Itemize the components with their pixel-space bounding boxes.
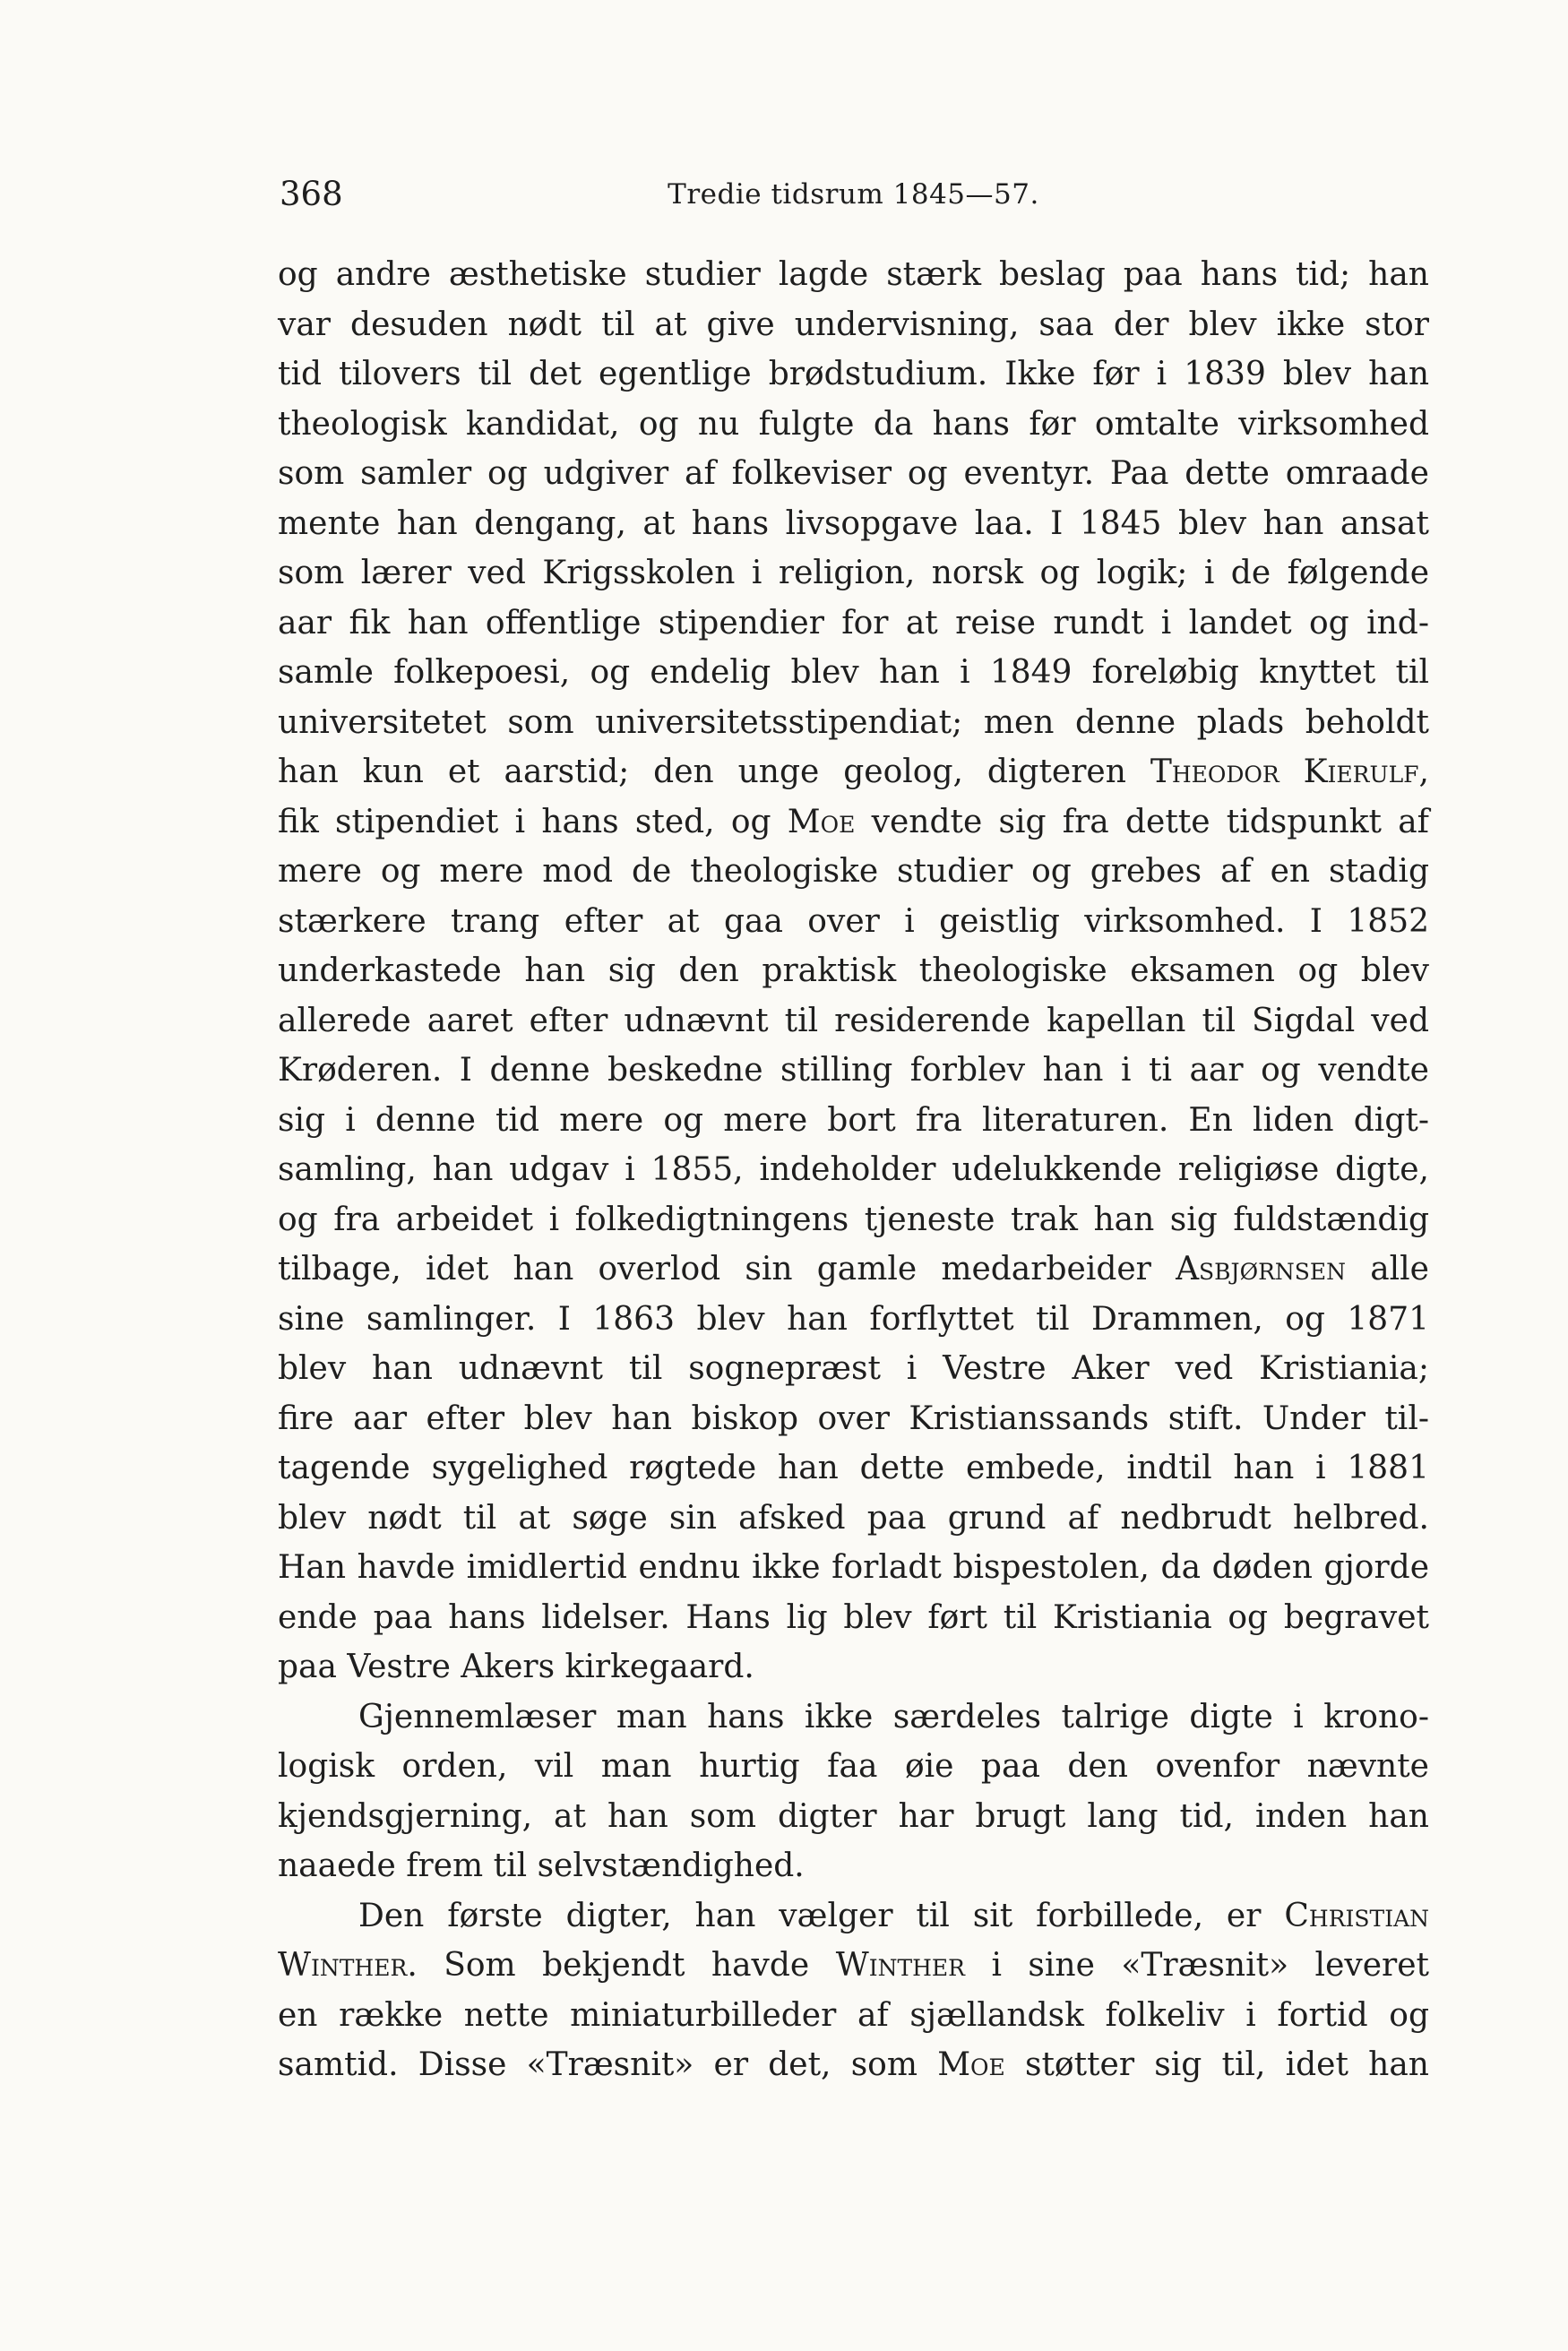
text-line: tid tilovers til det egentlige brødstudium. Ikke før i 1839 blev han: [278, 356, 1429, 392]
text-line: Den første digter, han vælger til sit forbillede, er Christian: [358, 1897, 1429, 1934]
page-number: 368: [280, 175, 343, 213]
text-line: underkastede han sig den praktisk theologiske eksamen og blev: [278, 952, 1429, 989]
small-caps-name: Moe: [787, 803, 856, 840]
running-title: Tredie tidsrum 1845—57.: [668, 178, 1039, 211]
text-line: stærkere trang efter at gaa over i geistlig virksomhed. I 1852: [278, 902, 1429, 940]
paragraph: [278, 1692, 1429, 1891]
text-line: sig i denne tid mere og mere bort fra literaturen. En liden digt-: [278, 1101, 1429, 1139]
small-caps-name: Kierulf: [1303, 754, 1419, 790]
document-page: [278, 166, 1429, 2090]
text-line: sine samlinger. I 1863 blev han forflyttet til Drammen, og 1871: [278, 1300, 1429, 1338]
small-caps-name: Winther: [835, 1947, 966, 1984]
text-line: blev han udnævnt til sognepræst i Vestre Aker ved Kristiania;: [278, 1350, 1429, 1387]
text-line: Gjennemlæser man hans ikke særdeles talrige digte i krono-: [358, 1698, 1429, 1735]
text-line: fire aar efter blev han biskop over Kristianssands stift. Under til-: [278, 1399, 1429, 1437]
body-text: [278, 250, 1429, 2090]
text-line: som lærer ved Krigsskolen i religion, norsk og logik; i de følgende: [278, 555, 1429, 591]
text-line: samle folkepoesi, og endelig blev han i 1849 foreløbig knyttet til: [278, 654, 1429, 691]
text-line: kjendsgjerning, at han som digter har brugt lang tid, inden han: [278, 1797, 1429, 1835]
small-caps-name: Theodor: [1150, 754, 1279, 790]
small-caps-name: Asbjørnsen: [1176, 1251, 1347, 1287]
text-line: fik stipendiet i hans sted, og Moe vendte sig fra dette tidspunkt af: [278, 803, 1429, 840]
text-line: allerede aaret efter udnævnt til residerende kapellan til Sigdal ved: [278, 1002, 1429, 1039]
text-line: han kun et aarstid; den unge geolog, digteren Theodor Kierulf,: [278, 754, 1429, 790]
paragraph: [278, 250, 1429, 1692]
text-line: universitetet som universitetsstipendiat; men denne plads beholdt: [278, 703, 1429, 741]
text-line: som samler og udgiver af folkeviser og eventyr. Paa dette omraade: [278, 455, 1429, 492]
text-line: tagende sygelighed røgtede han dette embede, indtil han i 1881: [278, 1450, 1429, 1486]
text-line: Krøderen. I denne beskedne stilling forblev han i ti aar og vendte: [278, 1052, 1429, 1089]
text-line: samtid. Disse «Træsnit» er det, som Moe støtter sig til, idet han: [278, 2046, 1429, 2083]
running-header: [278, 166, 1429, 220]
text-line: var desuden nødt til at give undervisning, saa der blev ikke stor: [278, 306, 1429, 343]
text-line: blev nødt til at søge sin afsked paa grund af nedbrudt helbred.: [278, 1499, 1429, 1537]
paragraph: [278, 1891, 1429, 2090]
small-caps-name: Winther: [278, 1947, 408, 1984]
text-line: samling, han udgav i 1855, indeholder udelukkende religiøse digte,: [278, 1151, 1429, 1188]
text-line: aar fik han offentlige stipendier for at reise rundt i landet og ind-: [278, 604, 1429, 642]
text-line: Han havde imidlertid endnu ikke forladt bispestolen, da døden gjorde: [278, 1549, 1429, 1586]
text-line: og andre æsthetiske studier lagde stærk beslag paa hans tid; han: [278, 256, 1429, 293]
text-line: theologisk kandidat, og nu fulgte da hans før omtalte virksomhed: [278, 405, 1429, 443]
text-line: og fra arbeidet i folkedigtningens tjeneste trak han sig fuldstændig: [278, 1201, 1429, 1238]
text-line: mere og mere mod de theologiske studier og grebes af en stadig: [278, 853, 1429, 890]
text-line: paa Vestre Akers kirkegaard.: [278, 1649, 754, 1685]
text-line: logisk orden, vil man hurtig faa øie paa den ovenfor nævnte: [278, 1748, 1429, 1785]
text-line: mente han dengang, at hans livsopgave laa. I 1845 blev han ansat: [278, 504, 1429, 542]
text-line: tilbage, idet han overlod sin gamle medarbeider Asbjørnsen alle: [278, 1251, 1429, 1287]
text-line: ende paa hans lidelser. Hans lig blev ført til Kristiania og begravet: [278, 1598, 1429, 1636]
text-line: Winther. Som bekjendt havde Winther i sine «Træsnit» leveret: [278, 1947, 1429, 1984]
text-line: naaede frem til selvstændighed.: [278, 1847, 805, 1884]
small-caps-name: Moe: [937, 2046, 1005, 2083]
text-line: en række nette miniaturbilleder af sjællandsk folkeliv i fortid og: [278, 1996, 1429, 2034]
small-caps-name: Christian: [1284, 1897, 1429, 1934]
